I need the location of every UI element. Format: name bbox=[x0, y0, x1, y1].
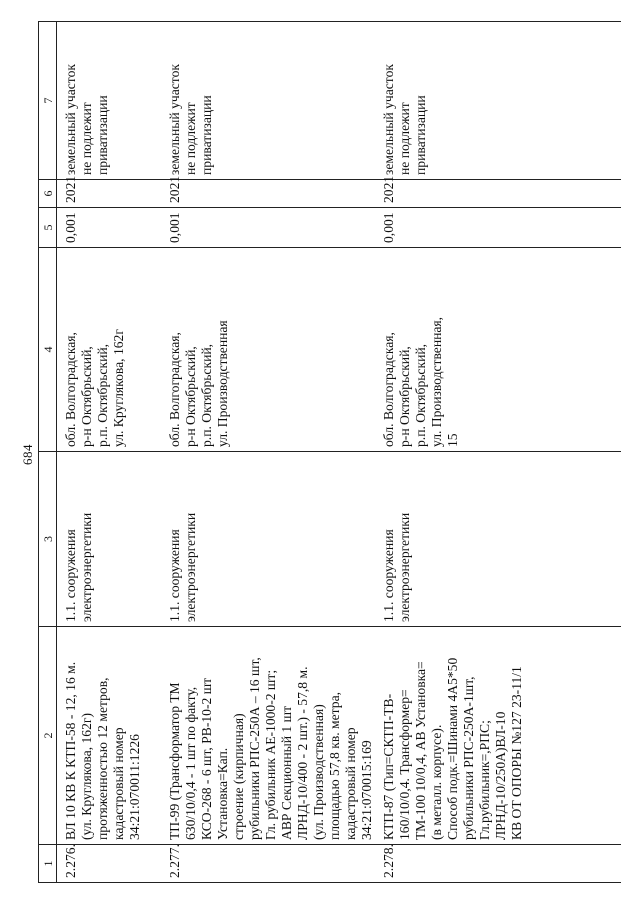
address-line: обл. Волгоградская, bbox=[167, 332, 182, 447]
note-line: не подлежит bbox=[397, 102, 412, 175]
table-row bbox=[161, 22, 375, 883]
header-row bbox=[39, 22, 57, 883]
note-line: земельный участок bbox=[167, 64, 182, 175]
category-cell bbox=[375, 452, 621, 627]
registry-table bbox=[38, 21, 621, 883]
row-number-cell bbox=[375, 845, 621, 883]
description-line: КСО-268 - 6 шт, РВ-10-2 шт bbox=[199, 677, 214, 840]
description-line: 630/10/0,4 - 1 шт по факту, bbox=[183, 686, 198, 840]
address-line: р-н Октябрьский, bbox=[183, 346, 198, 447]
description-line: ЛРНД-10/250А)ВЛ-10 bbox=[493, 711, 508, 840]
row-number: 2.278. bbox=[381, 844, 396, 878]
description-line: КТП-87 (Тип=СКТП-ТВ- bbox=[381, 693, 396, 840]
description-line: кадастровый номер bbox=[111, 727, 126, 840]
description-line: Способ подк.=Шинами 4А5*50 bbox=[445, 657, 460, 840]
col-header-1: 1 bbox=[39, 845, 57, 883]
year-value: 2021 bbox=[167, 175, 182, 203]
note-cell bbox=[161, 22, 375, 180]
address-line: обл. Волгоградская, bbox=[381, 332, 396, 447]
table-row bbox=[57, 22, 162, 883]
description-line: Гл. рубильник АЕ-1000-2 шт; bbox=[263, 669, 278, 840]
category-line: электроэнергетики bbox=[79, 512, 94, 622]
row-number-cell bbox=[161, 845, 375, 883]
note-line: не подлежит bbox=[183, 102, 198, 175]
row-number-cell bbox=[57, 845, 162, 883]
description-line: ВЛ 10 КВ К КТП-58 - 12, 16 м. bbox=[63, 661, 78, 840]
description-line: (ул. Круглякова, 162г) bbox=[79, 713, 94, 840]
description-line: (ул. Производственная) bbox=[311, 704, 326, 840]
note-line: приватизации bbox=[199, 95, 214, 175]
category-line: 1.1. сооружения bbox=[381, 529, 396, 622]
col-header-3: 3 bbox=[39, 452, 57, 627]
year-value: 2021 bbox=[63, 175, 78, 203]
area-value: 0,001 bbox=[381, 212, 396, 243]
address-line: р.п. Октябрьский, bbox=[95, 343, 110, 447]
description-line: ЛРНД-10/400 - 2 шт.) - 57,8 м. bbox=[295, 666, 310, 840]
description-cell bbox=[375, 627, 621, 845]
description-cell bbox=[57, 627, 162, 845]
year-cell bbox=[161, 175, 375, 208]
address-line: р.п. Октябрьский, bbox=[199, 343, 214, 447]
area-cell bbox=[375, 208, 621, 248]
description-line: Гл.рубильник=,РПС; bbox=[477, 720, 492, 840]
description-line: рубильники РПС-250А – 16 шт, bbox=[247, 657, 262, 840]
year-cell bbox=[375, 175, 621, 208]
description-line: КВ ОТ ОПОРЫ №127 23-11/1 bbox=[509, 666, 524, 840]
table-row bbox=[375, 22, 621, 883]
address-line: ул. Производственная, bbox=[429, 316, 444, 447]
note-line: приватизации bbox=[413, 95, 428, 175]
address-line: ул. Круглякова, 162г bbox=[111, 329, 126, 447]
description-line: рубильники РПС-250А-1шт, bbox=[461, 676, 476, 840]
address-line: ул. Производственная bbox=[215, 320, 230, 447]
description-line: протяженностью 12 метров, bbox=[95, 677, 110, 840]
description-line: площадью 57,8 кв. метра, bbox=[327, 691, 342, 840]
row-number: 2.276. bbox=[63, 844, 78, 878]
address-line: р-н Октябрьский, bbox=[397, 346, 412, 447]
description-line: ТМ-100 10/0,4, АВ Установка= bbox=[413, 661, 428, 840]
note-line: приватизации bbox=[95, 95, 110, 175]
category-line: 1.1. сооружения bbox=[167, 529, 182, 622]
area-value: 0,001 bbox=[63, 212, 78, 243]
description-line: 34:21:070011:1226 bbox=[127, 734, 142, 840]
description-line: 160/10/0,4. Трансформер= bbox=[397, 689, 412, 840]
col-header-6: 6 bbox=[39, 180, 57, 208]
category-cell bbox=[161, 452, 375, 627]
address-line: р-н Октябрьский, bbox=[79, 346, 94, 447]
note-cell bbox=[57, 22, 162, 180]
address-cell bbox=[161, 248, 375, 452]
note-line: земельный участок bbox=[381, 64, 396, 175]
note-line: земельный участок bbox=[63, 64, 78, 175]
category-line: электроэнергетики bbox=[397, 512, 412, 622]
address-line: обл. Волгоградская, bbox=[63, 332, 78, 447]
note-cell bbox=[375, 22, 621, 180]
page-number: 684 bbox=[20, 444, 35, 465]
year-cell bbox=[57, 175, 162, 208]
year-value: 2021 bbox=[381, 175, 396, 203]
description-line: Установка=Кап. bbox=[215, 747, 230, 840]
category-line: электроэнергетики bbox=[183, 512, 198, 622]
description-line: ТП-99 (Трансформатор ТМ bbox=[167, 682, 182, 840]
col-header-7: 7 bbox=[39, 22, 57, 180]
col-header-4: 4 bbox=[39, 248, 57, 452]
address-cell bbox=[375, 248, 621, 452]
area-cell bbox=[161, 208, 375, 248]
description-line: 34:21:070015:169 bbox=[359, 740, 374, 840]
category-cell bbox=[57, 452, 162, 627]
address-cell bbox=[57, 248, 162, 452]
col-header-2: 2 bbox=[39, 627, 57, 845]
row-number: 2.277. bbox=[167, 844, 182, 878]
description-line: (в металл. корпусе). bbox=[429, 724, 444, 840]
note-line: не подлежит bbox=[79, 102, 94, 175]
col-header-5: 5 bbox=[39, 208, 57, 248]
category-line: 1.1. сооружения bbox=[63, 529, 78, 622]
area-cell bbox=[57, 208, 162, 248]
description-line: АВР Секционный 1 шт bbox=[279, 705, 294, 840]
description-cell bbox=[161, 627, 375, 845]
address-line: 15 bbox=[445, 433, 460, 447]
address-line: р.п. Октябрьский, bbox=[413, 343, 428, 447]
area-value: 0,001 bbox=[167, 212, 182, 243]
description-line: кадастровый номер bbox=[343, 727, 358, 840]
description-line: строение (кирпичная) bbox=[231, 713, 246, 840]
